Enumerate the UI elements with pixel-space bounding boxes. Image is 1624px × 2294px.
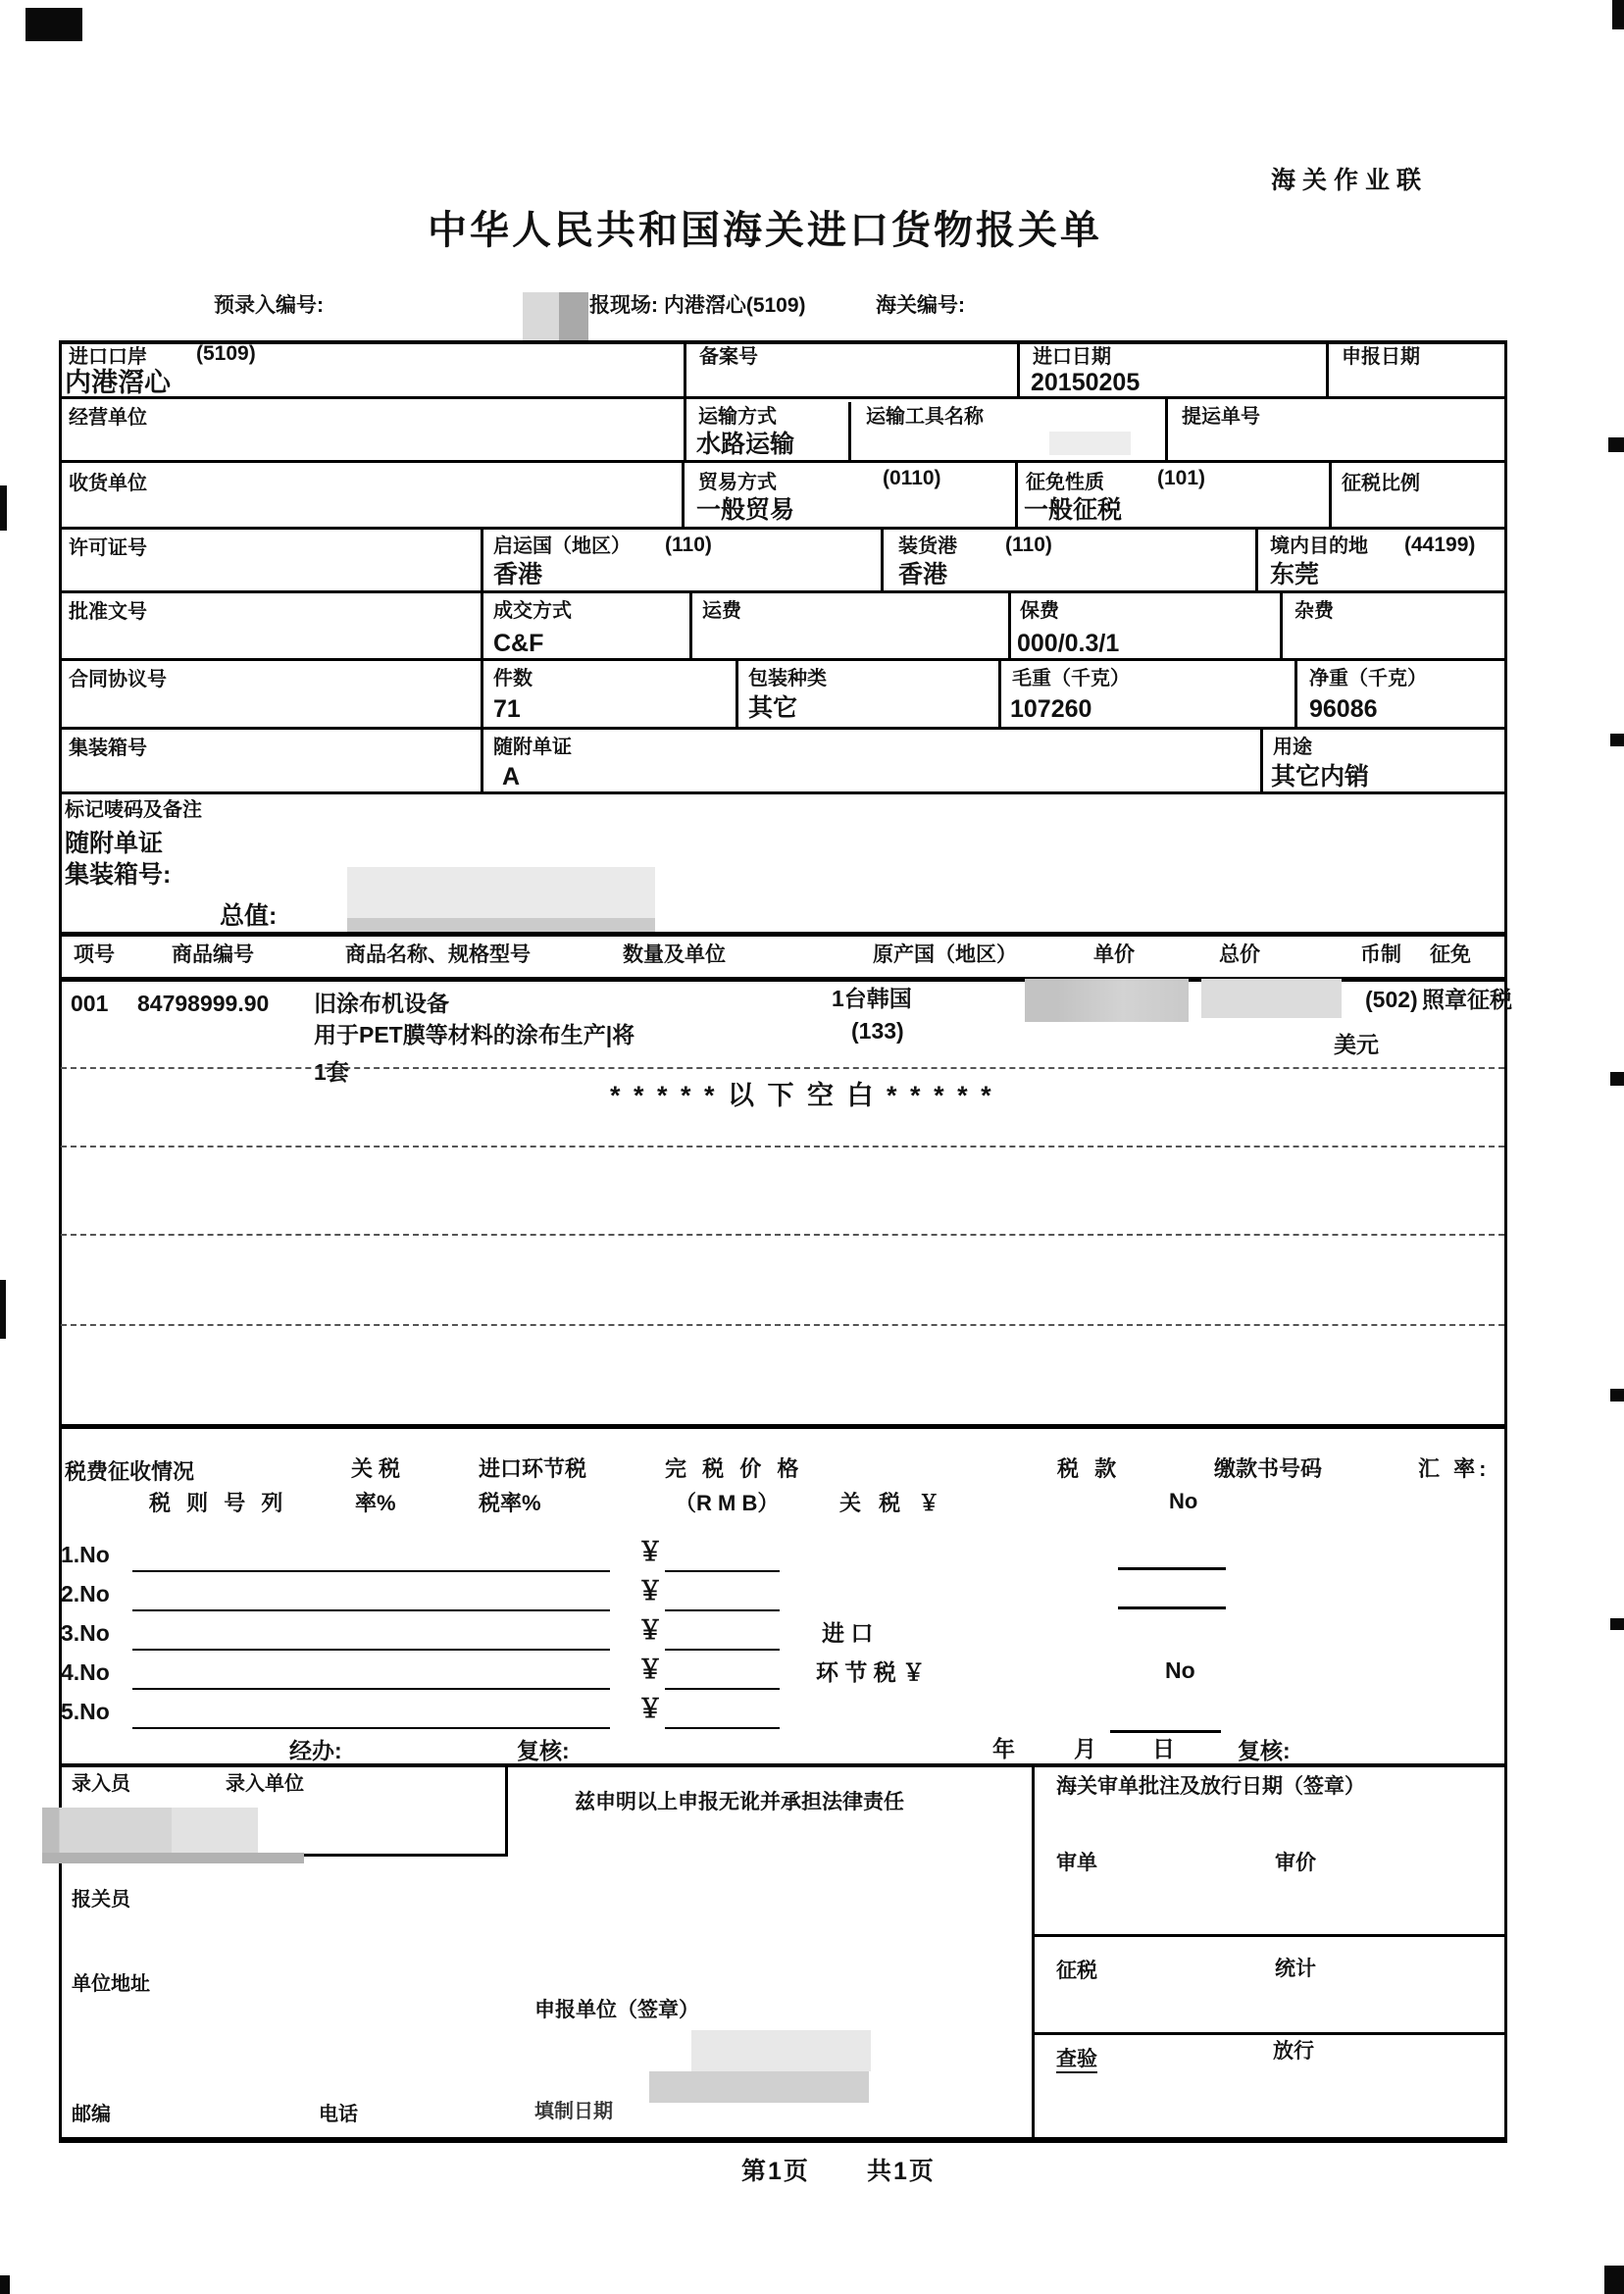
tax-amount-label: 税 款 <box>1057 1456 1122 1481</box>
scan-artifact <box>0 2275 10 2294</box>
goods-col-code: 商品编号 <box>172 943 254 966</box>
redaction-block <box>1049 432 1131 455</box>
bottom-left-box-right-border <box>505 1763 508 1857</box>
tax-section-top-border <box>59 1424 1507 1429</box>
goods-col-currency: 币制 <box>1360 943 1401 966</box>
row-divider <box>59 590 1507 593</box>
item-currency-code: (502) <box>1365 987 1418 1012</box>
review2-label: 复核: <box>1238 1738 1291 1763</box>
yen-sign: ￥ <box>637 1537 664 1566</box>
gross-weight-label: 毛重（千克） <box>1012 668 1130 689</box>
cell-divider <box>1165 399 1168 460</box>
table-border <box>1504 340 1507 2141</box>
marks-remarks-label: 标记唛码及备注 <box>65 799 202 821</box>
marks-attached-docs: 随附单证 <box>65 830 164 857</box>
tax-duty-label: 关税 <box>351 1456 407 1481</box>
footer-page-number: 第1页 <box>741 2158 810 2185</box>
redaction-block <box>523 292 588 341</box>
row-divider <box>59 460 1507 463</box>
tax-row-label: 3.No <box>61 1620 110 1646</box>
redaction-block <box>42 1853 304 1863</box>
customs-no-label: 海关编号: <box>876 294 965 317</box>
scan-artifact <box>1610 1389 1624 1402</box>
row-divider <box>59 658 1507 661</box>
cell-divider <box>481 593 483 658</box>
table-border <box>59 2137 1507 2143</box>
cell-divider <box>684 340 686 399</box>
review-label: 复核: <box>517 1738 570 1763</box>
item-origin-code: (133) <box>851 1018 904 1044</box>
item-qty-origin: 1台韩国 <box>832 986 912 1011</box>
destination-value: 东莞 <box>1270 561 1320 588</box>
tax-row-underline <box>665 1688 780 1690</box>
vehicle-name-label: 运输工具名称 <box>866 406 984 428</box>
bottom-right-box-left-border <box>1032 1763 1035 2141</box>
goods-col-origin: 原产国（地区） <box>873 943 1017 966</box>
bottom-section-top-border <box>59 1763 1507 1767</box>
stats-label: 统计 <box>1275 1958 1316 1980</box>
consignee-label: 收货单位 <box>69 473 147 494</box>
cell-divider <box>1255 530 1258 590</box>
phone-label: 电话 <box>319 2104 358 2125</box>
yen-sign: ￥ <box>637 1615 664 1645</box>
transport-mode-value: 水路运输 <box>696 431 795 458</box>
zip-label: 邮编 <box>72 2104 111 2125</box>
tax-row-underline <box>132 1649 610 1651</box>
packages-label: 件数 <box>493 668 533 689</box>
tax-amount-line <box>1110 1730 1221 1733</box>
tax-row-label: 4.No <box>61 1659 110 1685</box>
footer-total-pages: 共1页 <box>867 2158 936 2185</box>
tax-row-underline <box>132 1688 610 1690</box>
tax-tariff-no-label: 税 则 号 列 <box>149 1491 288 1515</box>
trade-mode-value: 一般贸易 <box>696 496 795 524</box>
year-label: 年 <box>992 1736 1015 1761</box>
copy-name-label: 海关作业联 <box>1271 167 1429 194</box>
license-no-label: 许可证号 <box>69 537 147 559</box>
destination-label: 境内目的地 <box>1270 535 1368 557</box>
tax-dutiable-value-label: 完 税 价 格 <box>665 1456 804 1481</box>
net-weight-value: 96086 <box>1309 695 1378 723</box>
approval-doc-label: 批准文号 <box>69 601 147 623</box>
redaction-block <box>1201 979 1342 1018</box>
packages-value: 71 <box>493 695 521 723</box>
misc-fee-label: 杂费 <box>1294 600 1334 622</box>
tax-row-underline <box>665 1727 780 1729</box>
cell-divider <box>881 530 884 590</box>
yen-sign: ￥ <box>637 1694 664 1723</box>
insurance-label: 保费 <box>1020 600 1059 622</box>
scan-artifact <box>25 8 82 41</box>
item-code: 84798999.90 <box>137 991 270 1016</box>
cell-divider <box>1017 340 1020 399</box>
scan-artifact <box>1612 0 1624 29</box>
tax-row-label: 2.No <box>61 1581 110 1606</box>
cell-divider <box>1015 463 1018 527</box>
trade-mode-label: 贸易方式 <box>698 472 777 493</box>
loading-port-value: 香港 <box>898 561 948 588</box>
declare-date-label: 申报日期 <box>1342 346 1420 368</box>
tax-row-underline <box>132 1727 610 1729</box>
import-date-value: 20150205 <box>1031 369 1141 396</box>
day-label: 日 <box>1152 1736 1175 1761</box>
tax-row-underline <box>665 1649 780 1651</box>
tax-ratio-label: 征税比例 <box>1342 473 1420 494</box>
transport-mode-label: 运输方式 <box>698 406 777 428</box>
cell-divider <box>682 463 685 527</box>
preentry-no-label: 预录入编号: <box>214 294 324 317</box>
right-box-divider <box>1032 2032 1507 2035</box>
goods-col-name-spec: 商品名称、规格型号 <box>345 943 531 966</box>
goods-col-total-price: 总价 <box>1219 943 1260 966</box>
tax-row-label: 5.No <box>61 1699 110 1724</box>
goods-col-qty-unit: 数量及单位 <box>623 943 726 966</box>
row-divider <box>59 396 1507 399</box>
tax-link-tax-word: 环 节 税 ￥ <box>816 1659 926 1685</box>
levy-nature-label: 征免性质 <box>1026 472 1104 493</box>
pack-type-label: 包装种类 <box>748 668 827 689</box>
attached-docs-value: A <box>502 763 521 790</box>
item-set-qty: 1套 <box>314 1059 349 1085</box>
operator-label: 经办: <box>289 1738 342 1763</box>
item-description: 用于PET膜等材料的涂布生产|将 <box>314 1022 635 1047</box>
item-currency: 美元 <box>1334 1032 1379 1057</box>
tax-pct-label: 税率% <box>479 1491 541 1515</box>
cell-divider <box>481 530 483 590</box>
levy-tax-label: 征税 <box>1056 1960 1097 1982</box>
redaction-block <box>1025 979 1189 1022</box>
cell-divider <box>848 402 851 460</box>
redaction-block <box>649 2071 869 2103</box>
tax-import-word: 进 口 <box>822 1620 874 1646</box>
doc-review-label: 审单 <box>1056 1852 1097 1874</box>
scan-artifact <box>1604 2266 1624 2294</box>
container-no-label: 集装箱号 <box>69 738 147 759</box>
redaction-block <box>691 2030 871 2071</box>
item-name: 旧涂布机设备 <box>314 991 449 1016</box>
declare-site-label: 报现场: 内港滘心(5109) <box>589 294 806 317</box>
price-review-label: 审价 <box>1275 1852 1316 1874</box>
terms-value: C&F <box>493 630 544 657</box>
scan-artifact <box>1610 1072 1624 1086</box>
tax-no-label: No <box>1169 1489 1198 1513</box>
import-port-label: 进口口岸 <box>69 346 147 368</box>
dashed-separator <box>61 1324 1504 1326</box>
net-weight-label: 净重（千克） <box>1309 668 1427 689</box>
gross-weight-value: 107260 <box>1010 695 1092 723</box>
yen-sign: ￥ <box>637 1576 664 1606</box>
tax-row-underline <box>132 1609 610 1611</box>
broker-label: 报关员 <box>72 1889 130 1911</box>
import-date-label: 进口日期 <box>1033 346 1111 368</box>
inspect-label: 查验 <box>1056 2048 1097 2073</box>
tax-amount-line <box>1118 1567 1226 1570</box>
freight-label: 运费 <box>702 600 741 622</box>
origin-country-label: 启运国（地区） <box>493 535 631 557</box>
tax-row-label: 1.No <box>61 1542 110 1567</box>
trade-mode-code: (0110) <box>883 467 941 489</box>
marks-container-no: 集装箱号: <box>65 861 172 889</box>
right-box-divider <box>1032 1934 1507 1937</box>
dashed-separator <box>61 1234 1504 1236</box>
cell-divider <box>1329 463 1332 527</box>
tax-import-tax-label: 进口环节税 <box>479 1456 587 1481</box>
tax-row-underline <box>665 1609 780 1611</box>
tax-rmb-label: （R M B） <box>675 1491 780 1515</box>
goods-col-unit-price: 单价 <box>1093 943 1135 966</box>
table-border <box>59 340 62 2141</box>
origin-country-code: (110) <box>665 534 712 556</box>
item-levy-mode: 照章征税 <box>1422 987 1512 1012</box>
month-label: 月 <box>1074 1736 1096 1761</box>
import-port-value: 内港滘心 <box>65 368 171 397</box>
redaction-block <box>42 1808 258 1856</box>
scan-artifact <box>1610 1618 1624 1630</box>
terms-label: 成交方式 <box>493 600 572 622</box>
blank-below-note: * * * * * 以 下 空 白 * * * * * <box>610 1081 994 1110</box>
declaration-statement: 兹申明以上申报无讹并承担法律责任 <box>575 1791 904 1813</box>
loading-port-code: (110) <box>1005 534 1052 556</box>
row-divider <box>59 791 1507 794</box>
scan-artifact <box>0 1280 6 1339</box>
pack-type-value: 其它 <box>748 694 798 722</box>
row-divider <box>59 527 1507 530</box>
dashed-separator <box>61 1067 1504 1069</box>
entry-unit-label: 录入单位 <box>226 1773 304 1795</box>
item-no: 001 <box>71 991 109 1016</box>
tax-row-underline <box>132 1570 610 1572</box>
tax-summary-label: 税费征收情况 <box>65 1459 195 1484</box>
scan-artifact <box>1608 437 1624 452</box>
cell-divider <box>1260 730 1263 791</box>
tax-customs-yuan-label: 关 税 ￥ <box>839 1491 946 1515</box>
cell-divider <box>481 661 483 727</box>
origin-country-value: 香港 <box>493 561 543 588</box>
cell-divider <box>1294 661 1297 727</box>
customs-endorsement-title: 海关审单批注及放行日期（签章） <box>1056 1775 1365 1798</box>
table-border <box>59 340 1507 344</box>
goods-col-item-no: 项号 <box>74 943 115 966</box>
loading-port-label: 装货港 <box>898 535 957 557</box>
cell-divider <box>684 399 686 460</box>
scan-artifact <box>1610 734 1624 746</box>
goods-col-levy: 征免 <box>1430 943 1471 966</box>
cell-divider <box>736 661 738 727</box>
unit-address-label: 单位地址 <box>72 1973 150 1995</box>
cell-divider <box>1280 593 1283 658</box>
bill-no-label: 提运单号 <box>1182 406 1260 428</box>
entry-clerk-label: 录入员 <box>72 1773 130 1795</box>
total-value-label: 总值: <box>220 902 278 930</box>
yen-sign: ￥ <box>637 1655 664 1684</box>
scan-artifact <box>0 485 7 531</box>
tax-rate-pct-label: 率% <box>355 1491 396 1515</box>
cell-divider <box>481 730 483 791</box>
goods-table-top-border <box>59 932 1507 937</box>
usage-value: 其它内销 <box>1271 763 1370 790</box>
cell-divider <box>1008 593 1011 658</box>
cell-divider <box>1326 340 1329 399</box>
tax-no-word: No <box>1165 1657 1195 1683</box>
levy-nature-code: (101) <box>1157 467 1206 489</box>
tax-amount-line <box>1118 1606 1226 1609</box>
tax-exchange-rate-label: 汇 率: <box>1418 1456 1491 1481</box>
attached-docs-label: 随附单证 <box>493 737 572 758</box>
fill-date-label: 填制日期 <box>534 2101 613 2122</box>
row-divider <box>59 727 1507 730</box>
form-title: 中华人民共和国海关进口货物报关单 <box>428 209 1102 252</box>
tax-row-underline <box>665 1570 780 1572</box>
usage-label: 用途 <box>1273 737 1312 758</box>
record-no-label: 备案号 <box>699 346 758 368</box>
levy-nature-value: 一般征税 <box>1024 496 1123 524</box>
contract-no-label: 合同协议号 <box>69 669 167 690</box>
operator-unit-label: 经营单位 <box>69 407 147 429</box>
tax-payment-no-label: 缴款书号码 <box>1214 1456 1323 1481</box>
insurance-value: 000/0.3/1 <box>1017 630 1120 657</box>
import-port-code: (5109) <box>196 342 256 365</box>
cell-divider <box>689 593 692 658</box>
redaction-block <box>347 867 655 920</box>
destination-code: (44199) <box>1404 534 1476 556</box>
declare-unit-seal-label: 申报单位（签章） <box>534 1999 699 2021</box>
release-label: 放行 <box>1273 2040 1314 2063</box>
dashed-separator <box>61 1146 1504 1147</box>
cell-divider <box>998 661 1001 727</box>
